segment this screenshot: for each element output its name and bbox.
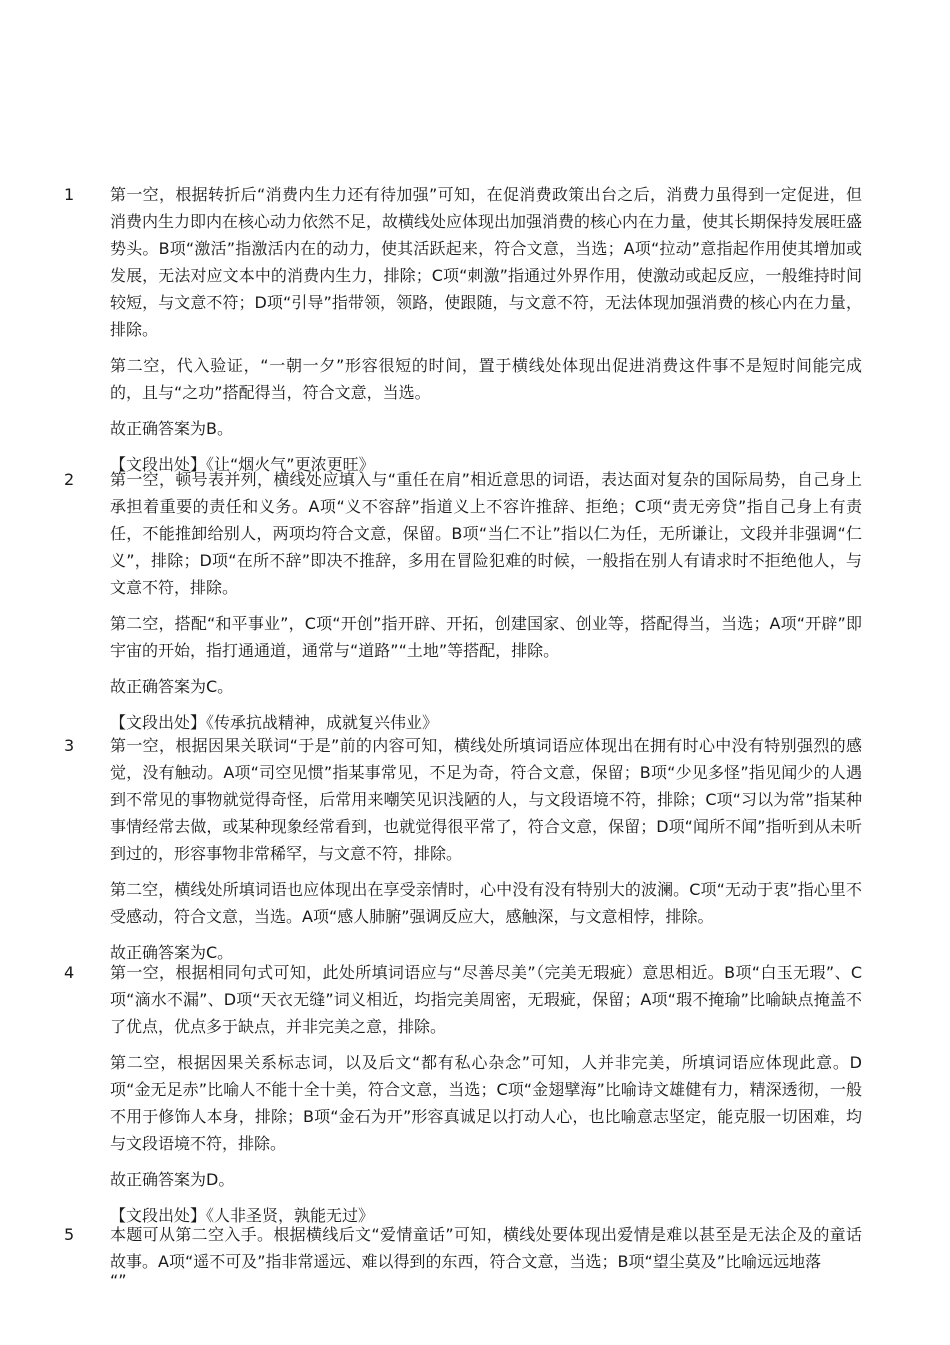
explanation-body [110,959,862,1238]
explanation-paragraph: 第一空，根据因果关联词“于是”前的内容可知，横线处所填词语应体现出在拥有时心中没有特别强烈的感觉，没有触动。A项“司空见惯”指某事常见，不足为奇，符合文意，保留；B项“少见多怪”指见闻少的人遇到不常见的事物就觉得奇怪，后常用来嘲笑见识浅陋的人，与文段语境不符，排除；C项“习以为常”指某种事情经常去做，或某种现象经常看到，也就觉得很平常了，符合文意，保留；D项“闻所不闻”指听到从未听到过的，形容事物非常稀罕，与文意不符，排除。 [110,736,862,863]
explanation-body [110,181,862,487]
explanation-paragraph: 本题可从第二空入手。根据横线后文“爱情童话”可知，横线处要体现出爱情是难以甚至是无法企及的童话故事。A项“遥不可及”指非常遥远、难以得到的东西，符合文意，当选；B项“望尘莫及”比喻远远地落 [110,1225,862,1271]
explanation-paragraph: 第一空，顿号表并列，横线处应填入与“重任在肩”相近意思的词语，表达面对复杂的国际局势，自己身上承担着重要的责任和义务。A项“义不容辞”指道义上不容许推辞、拒绝；C项“责无旁贷”指自己身上有责任，不能推卸给别人，两项均符合文意，保留。B项“当仁不让”指以仁为任，无所谦让，文段并非强调“仁义”，排除；D项“在所不辞”即决不推辞，多用在冒险犯难的时候，一般指在别人有请求时不拒绝他人，与文意不符，排除。 [110,470,862,597]
explanation-paragraph: 第一空，根据相同句式可知，此处所填词语应与“尽善尽美”（完美无瑕疵）意思相近。B项“白玉无瑕”、C项“滴水不漏”、D项“天衣无缝”词义相近，均指完美周密，无瑕疵，保留；A项“瑕不掩瑜”比喻缺点掩盖不了优点，优点多于缺点，并非完美之意，排除。 [110,963,862,1036]
question-number: 1 [64,185,75,204]
passage-source: 【文段出处】《传承抗战精神，成就复兴伟业》 [110,713,439,732]
question-number: 3 [64,736,75,755]
explanation-body [110,1221,862,1303]
question-number: 5 [64,1225,75,1244]
passage-source: 【文段出处】《让“烟火气”更浓更旺》 [110,455,375,474]
passage-source: 【文段出处】《人非圣贤，孰能无过》 [110,1206,375,1225]
question-number: 2 [64,470,75,489]
correct-answer: 故正确答案为C。 [110,677,234,696]
explanation-paragraph: 第一空，根据转折后“消费内生力还有待加强”可知，在促消费政策出台之后，消费力虽得到一定促进，但消费内生力即内在核心动力依然不足，故横线处应体现出加强消费的核心内在力量，使其长期保持发展旺盛势头。B项“激活”指激活内在的动力，使其活跃起来，符合文意，当选；A项“拉动”意指起作用使其增加或发展，无法对应文本中的消费内生力，排除；C项“刺激”指通过外界作用，使激动或起反应，一般维持时间较短，与文意不符；D项“引导”指带领，领路，使跟随，与文意不符，无法体现加强消费的核心内在力量，排除。 [110,185,863,339]
correct-answer: 故正确答案为B。 [110,419,233,438]
explanation-paragraph: 第二空，搭配“和平事业”，C项“开创”指开辟、开拓，创建国家、创业等，搭配得当，当选；A项“开辟”即宇宙的开始，指打通通道，通常与“道路”“土地”等搭配，排除。 [110,614,862,660]
explanation-paragraph: 第二空，根据因果关系标志词，以及后文“都有私心杂念”可知，人并非完美，所填词语应体现此意。D项“金无足赤”比喻人不能十全十美，符合文意，当选；C项“金翅擘海”比喻诗文雄健有力，精深透彻，一般不用于修饰人本身，排除；B项“金石为开”形容真诚足以打动人心，也比喻意志坚定，能克服一切困难，均与文段语境不符，排除。 [110,1053,862,1153]
correct-answer: 故正确答案为C。 [110,943,234,962]
explanation-body [110,466,862,745]
question-number: 4 [64,963,75,982]
explanation-body [110,732,862,975]
correct-answer: 故正确答案为D。 [110,1170,235,1189]
truncated-quote-marks: “” [110,1271,127,1290]
explanation-paragraph: 第二空，代入验证，“一朝一夕”形容很短的时间，置于横线处体现出促进消费这件事不是短时间能完成的，且与“之功”搭配得当，符合文意，当选。 [110,356,862,402]
explanation-paragraph: 第二空，横线处所填词语也应体现出在享受亲情时，心中没有没有特别大的波澜。C项“无动于衷”指心里不受感动，符合文意，当选。A项“感人肺腑”强调反应大，感触深，与文意相悖，排除。 [110,880,862,926]
